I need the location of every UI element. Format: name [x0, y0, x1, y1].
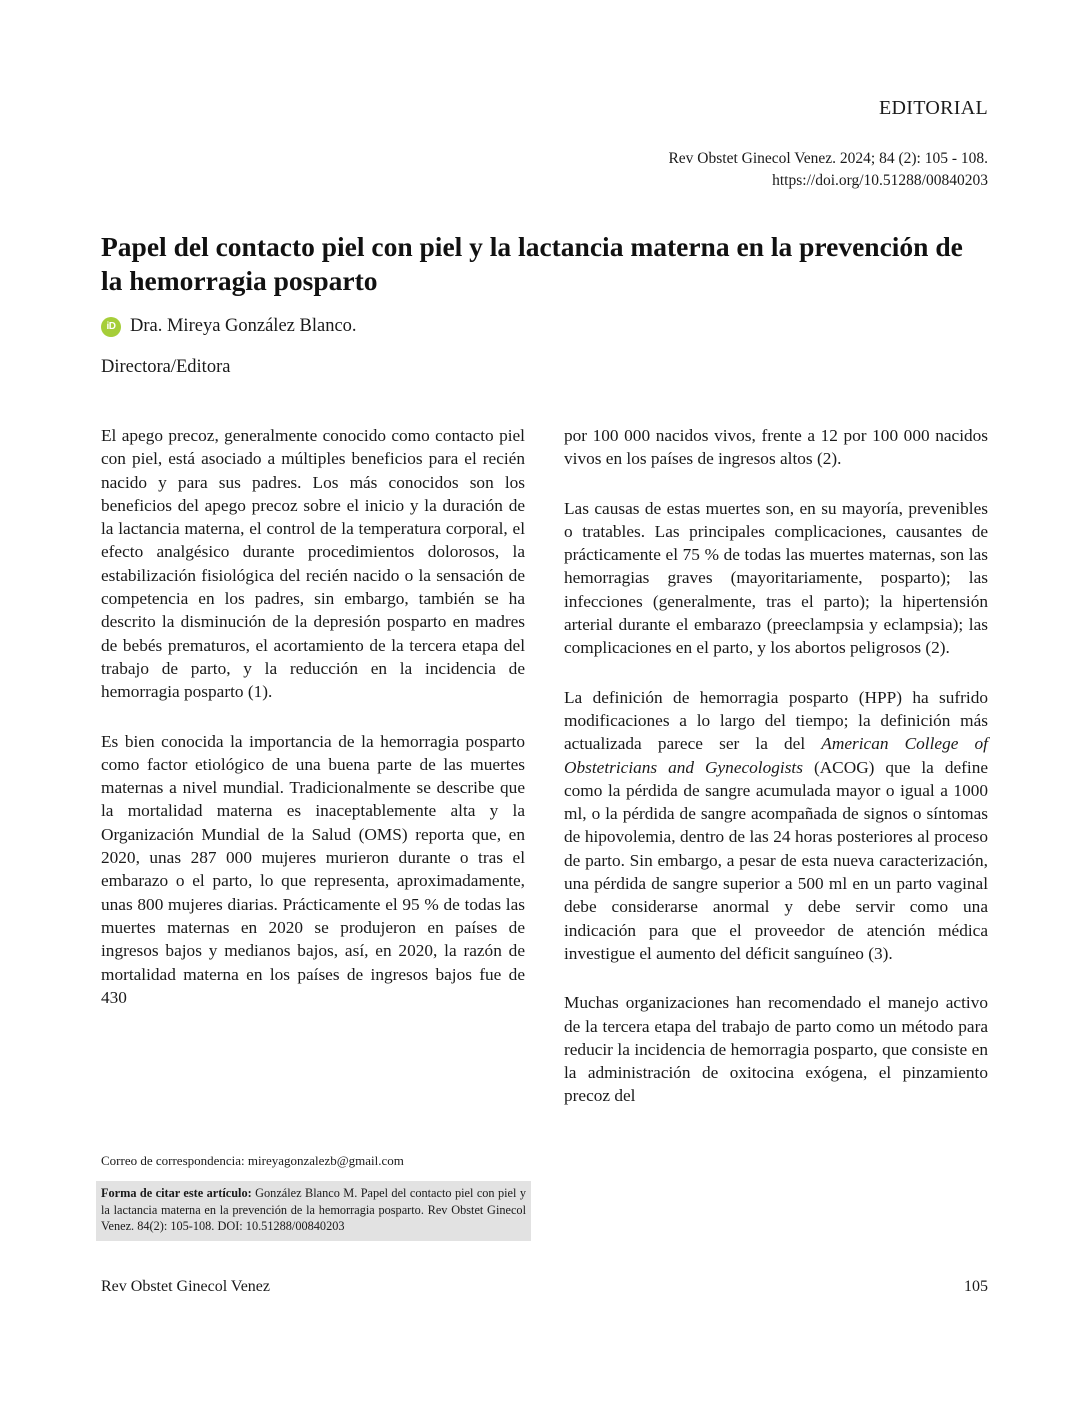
author-name: Dra. Mireya González Blanco.	[130, 316, 357, 336]
cite-text: González Blanco M. Papel del contacto piel con piel y la lactancia materna en la prevención de la hemorragia posparto. Rev Obstet Ginecol Venez. 84(2): 105-108. DOI: 10.51288/00840203	[101, 1186, 527, 1233]
paragraph: Las causas de estas muertes son, en su mayoría, prevenibles o tratables. Las principales complicaciones, causantes de prácticamente el 75 % de todas las muertes maternas, son las hemorragias graves (mayoritariamente, posparto); las infecciones (generalmente, tras el parto); la hipertensión arterial durante el embarazo (preeclampsia y eclampsia); las complicaciones en el parto, y los abortos peligrosos (2).	[564, 498, 988, 658]
body-column-left	[101, 424, 525, 1035]
author-line	[101, 316, 357, 337]
page-number: 105	[964, 1278, 988, 1295]
section-label: EDITORIAL	[879, 97, 988, 119]
paragraph: Es bien conocida la importancia de la hemorragia posparto como factor etiológico de una buena parte de las muertes maternas a nivel mundial. Tradicionalmente se describe que la mortalidad materna es inaceptablemente alta y la Organización Mundial de la Salud (OMS) reporta que, en 2020, unas 287 000 mujeres murieron durante o tras el embarazo o el parto, lo que representa, aproximadamente, unas 800 mujeres diarias. Prácticamente el 95 % de todas las muertes maternas en 2020 se produjeron en países de ingresos bajos y medianos bajos, así, en 2020, la razón de mortalidad materna en los países de ingresos bajos fue de 430	[101, 731, 525, 1007]
footer-journal: Rev Obstet Ginecol Venez	[101, 1278, 270, 1295]
paragraph-text: (ACOG) que la define como la pérdida de sangre acumulada mayor o igual a 1000 ml, o la pérdida de sangre acompañada de signos o síntomas de hipovolemia, dentro de las 24 horas posteriores al proceso de parto. Sin embargo, a pesar de esta nueva caracterización, una pérdida de sangre superior a 500 ml en un parto vaginal debe considerarse anormal y debe servir como una indicación para que el proveedor de atención médica investigue el aumento del déficit sanguíneo (3).	[564, 757, 989, 963]
correspondence-email: Correo de correspondencia: mireyagonzalezb@gmail.com	[101, 1153, 404, 1168]
body-column-right	[564, 424, 988, 1134]
paragraph: El apego precoz, generalmente conocido como contacto piel con piel, está asociado a múltiples beneficios para el recién nacido y para sus padres. Los más conocidos son los beneficios del apego precoz sobre el inicio y la duración de la lactancia materna, el control de la temperatura corporal, el efecto analgésico durante procedimientos dolorosos, la estabilización fisiológica del recién nacido o la sensación de competencia en los padres, sin embargo, también se ha descrito la disminución de la depresión posparto en madres de bebés prematuros, el acortamiento de la tercera etapa del trabajo de parto, y la reducción en la incidencia de hemorragia posparto (1).	[101, 426, 525, 702]
orcid-icon[interactable]: iD	[101, 317, 121, 337]
paragraph: Muchas organizaciones han recomendado el manejo activo de la tercera etapa del trabajo de parto como un método para reducir la incidencia de hemorragia posparto, que consiste en la administración de oxitocina exógena, el pinzamiento precoz del	[564, 993, 988, 1106]
paragraph	[564, 686, 988, 966]
article-title: Papel del contacto piel con piel y la lactancia materna en la prevención de la hemorragia posparto	[101, 231, 963, 296]
how-to-cite-box	[96, 1181, 531, 1241]
doi-link[interactable]: https://doi.org/10.51288/00840203	[772, 172, 988, 189]
paragraph-text: La definición de hemorragia posparto (HPP) ha sufrido modificaciones a lo largo del tiempo; la definición más actualizada parece ser la del	[564, 687, 988, 754]
journal-citation	[668, 148, 988, 192]
cite-label: Forma de citar este artículo:	[101, 1186, 252, 1200]
paragraph: por 100 000 nacidos vivos, frente a 12 por 100 000 nacidos vivos en los países de ingresos altos (2).	[564, 426, 988, 469]
citation-reference: Rev Obstet Ginecol Venez. 2024; 84 (2): 105 - 108.	[668, 150, 988, 167]
organization-name: American College of Obstetricians and Gynecologists	[564, 734, 988, 777]
author-role: Directora/Editora	[101, 357, 231, 377]
